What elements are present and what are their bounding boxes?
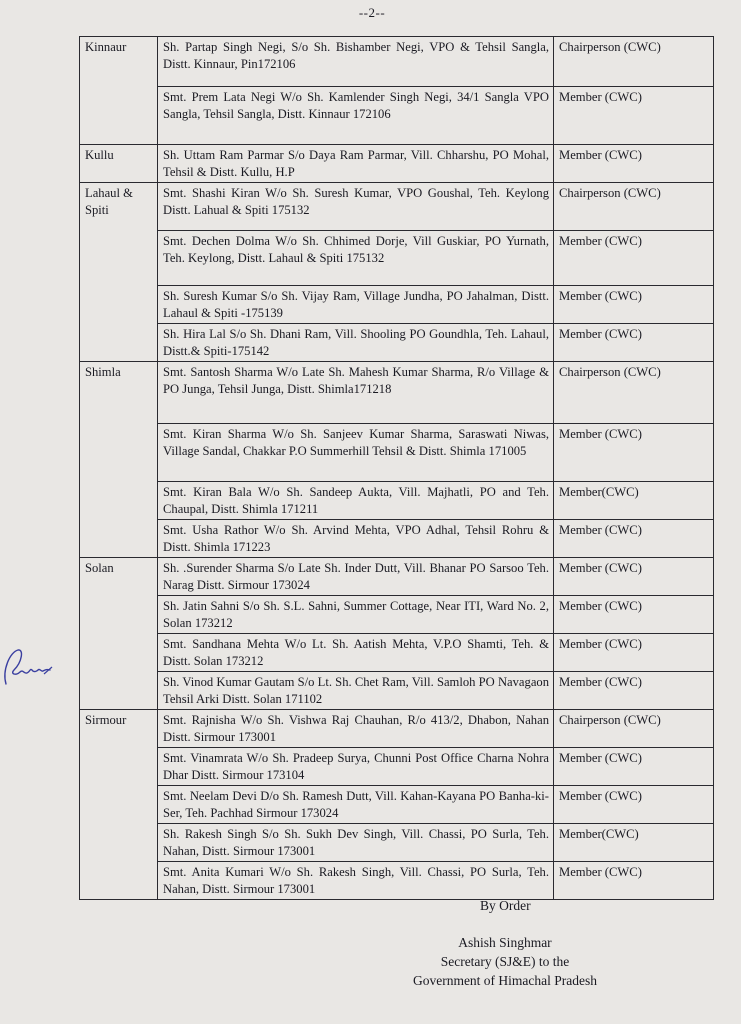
role-cell: Member (CWC) (554, 672, 714, 710)
table-row (80, 482, 714, 520)
member-details-cell: Smt. Sandhana Mehta W/o Lt. Sh. Aatish Mehta, V.P.O Shamti, Teh. & Distt. Solan 173212 (158, 634, 554, 672)
by-order-text: By Order (480, 898, 531, 913)
member-details-cell: Smt. Neelam Devi D/o Sh. Ramesh Dutt, Vill. Kahan-Kayana PO Banha-ki-Ser, Teh. Pachhad Sirmour 173024 (158, 786, 554, 824)
member-details-cell: Sh. Vinod Kumar Gautam S/o Lt. Sh. Chet Ram, Vill. Samloh PO Navagaon Tehsil Arki Distt. Solan 171102 (158, 672, 554, 710)
member-details-cell: Sh. Uttam Ram Parmar S/o Daya Ram Parmar, Vill. Chharshu, PO Mohal, Tehsil & Distt. Kullu, H.P (158, 145, 554, 183)
member-details-cell: Smt. Dechen Dolma W/o Sh. Chhimed Dorje, Vill Guskiar, PO Yurnath, Teh. Keylong, Distt. Lahaul & Spiti 175132 (158, 231, 554, 286)
role-cell: Chairperson (CWC) (554, 183, 714, 231)
role-cell: Chairperson (CWC) (554, 710, 714, 748)
district-cell: Lahaul & Spiti (80, 183, 158, 362)
role-cell: Chairperson (CWC) (554, 362, 714, 424)
table-row (80, 183, 714, 231)
member-details-cell: Sh. Jatin Sahni S/o Sh. S.L. Sahni, Summer Cottage, Near ITI, Ward No. 2, Solan 173212 (158, 596, 554, 634)
role-cell: Member (CWC) (554, 596, 714, 634)
role-cell: Member (CWC) (554, 87, 714, 145)
district-cell: Kullu (80, 145, 158, 183)
table-row (80, 286, 714, 324)
table-row (80, 324, 714, 362)
signatory-government: Government of Himachal Pradesh (412, 973, 598, 988)
closing-block (380, 896, 680, 990)
table-row (80, 558, 714, 596)
role-cell: Member (CWC) (554, 424, 714, 482)
member-details-cell: Smt. Kiran Bala W/o Sh. Sandeep Aukta, Vill. Majhatli, PO and Teh. Chaupal, Distt. Shimla 171211 (158, 482, 554, 520)
signatory-designation: Secretary (SJ&E) to the (440, 954, 570, 969)
role-cell: Member (CWC) (554, 748, 714, 786)
table-row (80, 672, 714, 710)
table-row (80, 710, 714, 748)
member-details-cell: Smt. Shashi Kiran W/o Sh. Suresh Kumar, VPO Goushal, Teh. Keylong Distt. Lahual & Spiti 175132 (158, 183, 554, 231)
role-cell: Member (CWC) (554, 786, 714, 824)
member-details-cell: Smt. Usha Rathor W/o Sh. Arvind Mehta, VPO Adhal, Tehsil Rohru & Distt. Shimla 171223 (158, 520, 554, 558)
page-number: --2-- (358, 5, 386, 20)
handwritten-signature (0, 640, 60, 690)
table-row (80, 231, 714, 286)
member-details-cell: Sh. Rakesh Singh S/o Sh. Sukh Dev Singh, Vill. Chassi, PO Surla, Teh. Nahan, Distt. Sirmour 173001 (158, 824, 554, 862)
table-row (80, 37, 714, 87)
table-row (80, 634, 714, 672)
table-row (80, 520, 714, 558)
role-cell: Member (CWC) (554, 324, 714, 362)
member-details-cell: Smt. Rajnisha W/o Sh. Vishwa Raj Chauhan, R/o 413/2, Dhabon, Nahan Distt. Sirmour 173001 (158, 710, 554, 748)
role-cell: Member(CWC) (554, 482, 714, 520)
table-row (80, 862, 714, 900)
table-row (80, 748, 714, 786)
table-row (80, 824, 714, 862)
role-cell: Chairperson (CWC) (554, 37, 714, 87)
member-details-cell: Smt. Kiran Sharma W/o Sh. Sanjeev Kumar Sharma, Saraswati Niwas, Village Sandal, Chakkar P.O Summerhill Tehsil & Distt. Shimla 171005 (158, 424, 554, 482)
table-row (80, 424, 714, 482)
role-cell: Member (CWC) (554, 558, 714, 596)
table-row (80, 786, 714, 824)
table-row (80, 596, 714, 634)
role-cell: Member (CWC) (554, 145, 714, 183)
role-cell: Member (CWC) (554, 634, 714, 672)
signatory-block (380, 933, 630, 990)
table-row (80, 145, 714, 183)
signatory-name: Ashish Singhmar (458, 935, 552, 950)
district-cell: Shimla (80, 362, 158, 558)
member-details-cell: Smt. Santosh Sharma W/o Late Sh. Mahesh Kumar Sharma, R/o Village & PO Junga, Tehsil Junga, Distt. Shimla171218 (158, 362, 554, 424)
member-details-cell: Smt. Vinamrata W/o Sh. Pradeep Surya, Chunni Post Office Charna Nohra Dhar Distt. Sirmour 173104 (158, 748, 554, 786)
member-details-cell: Sh. Partap Singh Negi, S/o Sh. Bishamber Negi, VPO & Tehsil Sangla, Distt. Kinnaur, Pin172106 (158, 37, 554, 87)
role-cell: Member(CWC) (554, 824, 714, 862)
role-cell: Member (CWC) (554, 862, 714, 900)
member-details-cell: Sh. Hira Lal S/o Sh. Dhani Ram, Vill. Shooling PO Goundhla, Teh. Lahaul, Distt.& Spiti-175142 (158, 324, 554, 362)
member-details-cell: Smt. Anita Kumari W/o Sh. Rakesh Singh, Vill. Chassi, PO Surla, Teh. Nahan, Distt. Sirmour 173001 (158, 862, 554, 900)
member-details-cell: Sh. .Surender Sharma S/o Late Sh. Inder Dutt, Vill. Bhanar PO Sarsoo Teh. Narag Distt. Sirmour 173024 (158, 558, 554, 596)
member-details-cell: Smt. Prem Lata Negi W/o Sh. Kamlender Singh Negi, 34/1 Sangla VPO Sangla, Tehsil Sangla, Distt. Kinnaur 172106 (158, 87, 554, 145)
member-table (79, 36, 714, 900)
member-details-cell: Sh. Suresh Kumar S/o Sh. Vijay Ram, Village Jundha, PO Jahalman, Distt. Lahaul & Spiti -175139 (158, 286, 554, 324)
role-cell: Member (CWC) (554, 286, 714, 324)
role-cell: Member (CWC) (554, 231, 714, 286)
role-cell: Member (CWC) (554, 520, 714, 558)
district-cell: Kinnaur (80, 37, 158, 145)
table-row (80, 87, 714, 145)
district-cell: Solan (80, 558, 158, 710)
table-row (80, 362, 714, 424)
district-cell: Sirmour (80, 710, 158, 900)
